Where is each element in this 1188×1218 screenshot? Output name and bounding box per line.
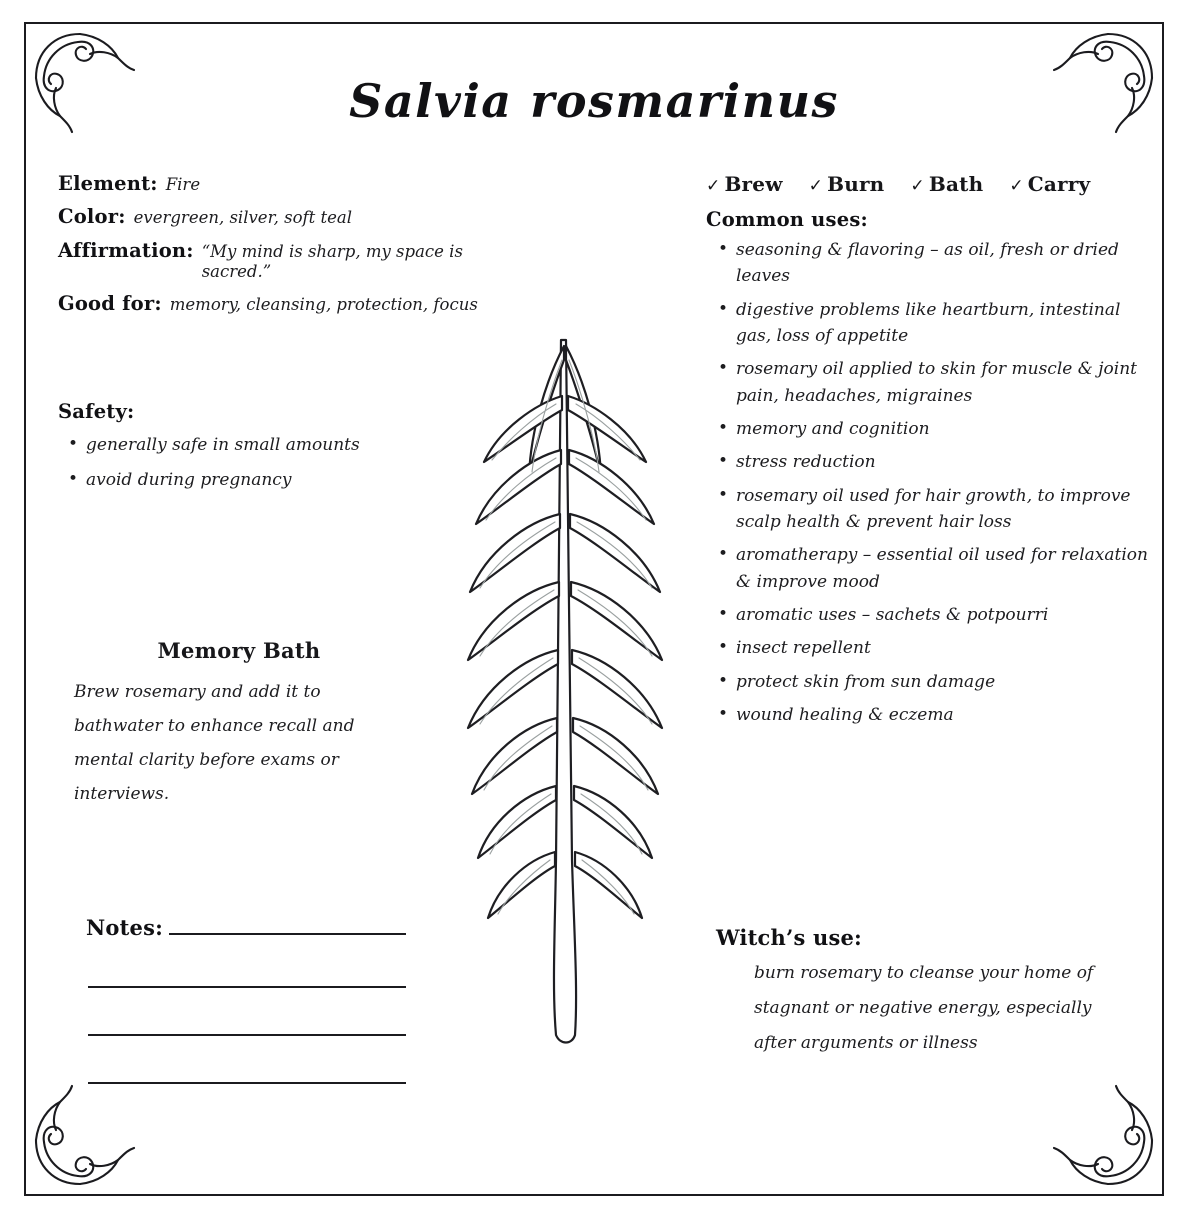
uses-section xyxy=(706,172,1148,736)
method-carry[interactable] xyxy=(1009,172,1090,196)
methods-row xyxy=(706,172,1148,196)
safety-heading: Safety: xyxy=(58,400,135,423)
attribute-value: “My mind is sharp, my space is sacred.” xyxy=(201,241,463,282)
check-icon: ✓ xyxy=(706,176,721,196)
notes-section[interactable] xyxy=(86,915,406,1084)
method-label: Brew xyxy=(724,172,783,196)
method-burn[interactable] xyxy=(809,172,885,196)
method-brew[interactable] xyxy=(706,172,783,196)
check-icon: ✓ xyxy=(910,176,925,196)
list-item: • aromatic uses – sachets & potpourri xyxy=(706,602,1148,628)
check-icon: ✓ xyxy=(1009,176,1024,196)
attribute-label: Element: xyxy=(58,172,158,195)
page-title: Salvia rosmarinus xyxy=(349,74,839,128)
attribute-value: Fire xyxy=(165,175,201,194)
list-item: • wound healing & eczema xyxy=(706,702,1148,728)
border-top xyxy=(24,22,1164,24)
method-label: Bath xyxy=(928,172,984,196)
attribute-value: memory, cleansing, protection, focus xyxy=(169,295,478,314)
memory-bath-section xyxy=(74,638,404,811)
list-item: • rosemary oil applied to skin for muscle & joint pain, headaches, migraines xyxy=(706,356,1148,409)
list-item: • aromatherapy – essential oil used for relaxation & improve mood xyxy=(706,542,1148,595)
method-bath[interactable] xyxy=(910,172,983,196)
list-item: • digestive problems like heartburn, intestinal gas, loss of appetite xyxy=(706,297,1148,350)
list-item: • protect skin from sun damage xyxy=(706,669,1148,695)
rosemary-sprig-illustration xyxy=(396,300,726,1060)
witchs-use-body: burn rosemary to cleanse your home of stagnant or negative energy, especially after arguments or illness xyxy=(754,963,1094,1053)
witchs-use-heading: Witch’s use: xyxy=(716,925,862,950)
attribute-row-affirmation xyxy=(58,239,488,283)
memory-bath-heading: Memory Bath xyxy=(157,638,321,663)
border-bottom xyxy=(24,1194,1164,1196)
memory-bath-body: Brew rosemary and add it to bathwater to enhance recall and mental clarity before exams or interviews. xyxy=(74,682,355,804)
ornament-corner-icon xyxy=(1048,1080,1168,1200)
check-icon: ✓ xyxy=(808,176,824,196)
notes-write-line[interactable] xyxy=(88,1034,406,1036)
list-item: • generally safe in small amounts xyxy=(58,433,478,457)
notes-write-line[interactable] xyxy=(88,1082,406,1084)
attribute-row-color xyxy=(58,205,488,229)
border-right xyxy=(1162,22,1164,1196)
attribute-label: Affirmation: xyxy=(58,238,194,262)
method-label: Burn xyxy=(827,172,885,196)
attribute-label: Color: xyxy=(58,205,126,229)
list-item: • rosemary oil used for hair growth, to improve scalp health & prevent hair loss xyxy=(706,483,1148,536)
list-item: • seasoning & flavoring – as oil, fresh or dried leaves xyxy=(706,237,1148,290)
list-item: • stress reduction xyxy=(706,449,1148,475)
attribute-value: evergreen, silver, soft teal xyxy=(133,208,353,228)
method-label: Carry xyxy=(1027,172,1091,196)
notes-write-line[interactable] xyxy=(88,986,406,988)
attribute-label: Good for: xyxy=(58,292,162,315)
notes-heading: Notes: xyxy=(86,915,164,940)
attribute-row-element xyxy=(58,172,488,196)
common-uses-list xyxy=(706,237,1148,729)
notes-write-line[interactable] xyxy=(169,933,406,935)
list-item: • memory and cognition xyxy=(706,416,1148,442)
list-item: • insect repellent xyxy=(706,635,1148,661)
border-left xyxy=(24,22,26,1196)
witchs-use-section xyxy=(716,925,1136,1061)
common-uses-heading: Common uses: xyxy=(706,208,868,231)
list-item: • avoid during pregnancy xyxy=(58,468,478,492)
notes-heading-row xyxy=(86,915,406,940)
ornament-corner-icon xyxy=(20,1080,140,1200)
